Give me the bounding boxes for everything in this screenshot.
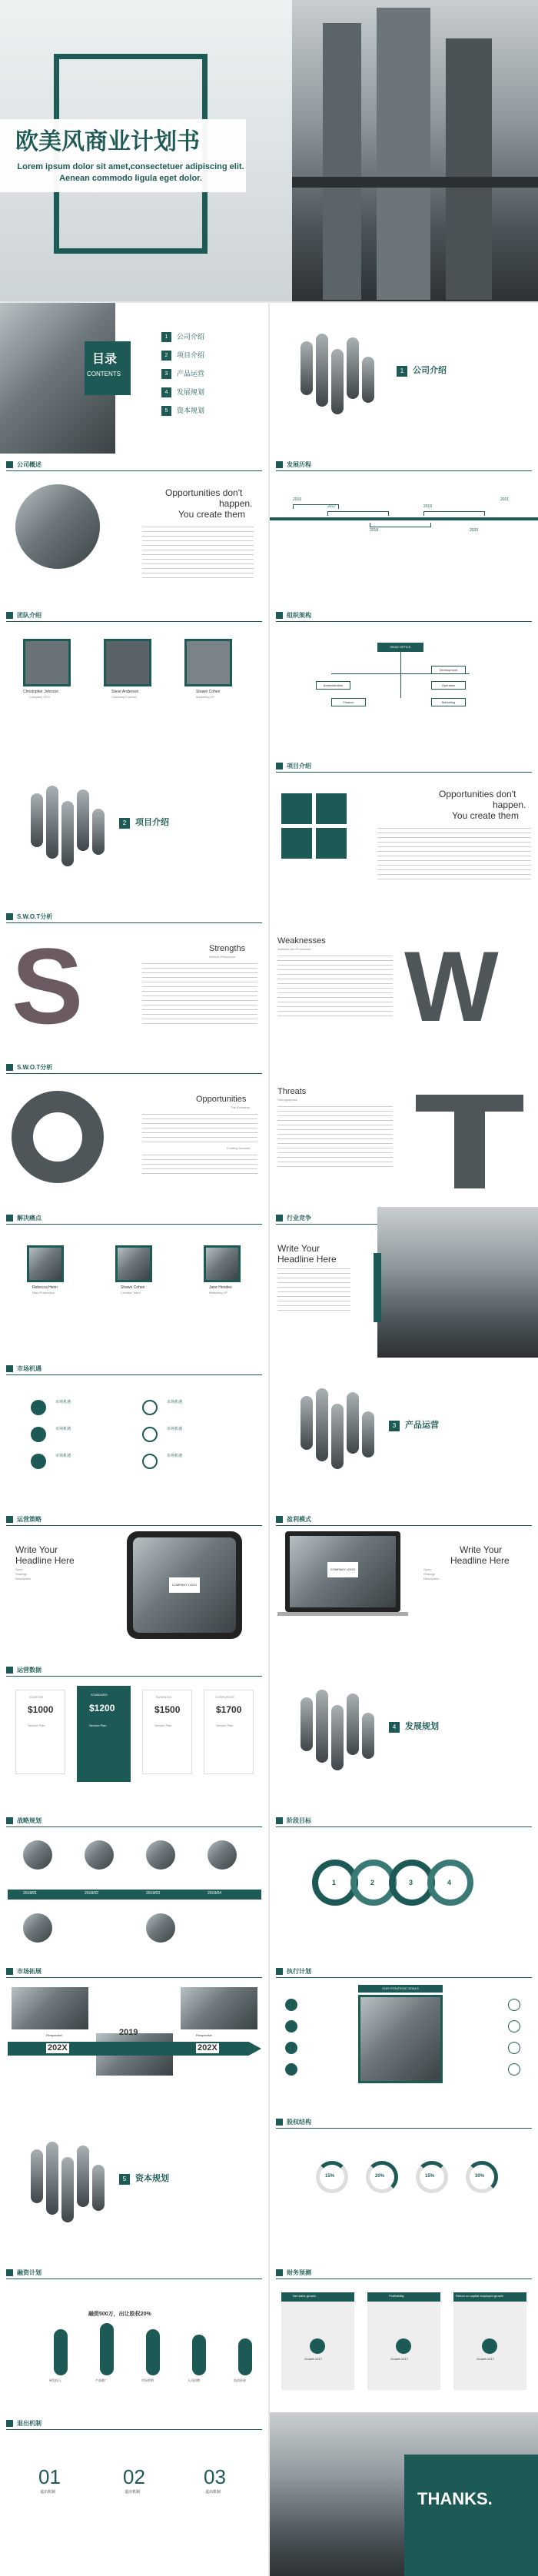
swot-t-slide <box>270 1056 538 1207</box>
profit-slide <box>270 1508 538 1659</box>
slide-header: 运营数据 <box>17 1667 42 1674</box>
plan-feature: Service Plan <box>216 1723 234 1727</box>
project-slide <box>270 755 538 906</box>
year: 202X <box>198 2043 218 2052</box>
col-head: Return on capital employed growth <box>456 2294 503 2298</box>
phone-mockup <box>127 1531 242 1639</box>
step: 2 <box>370 1879 375 1886</box>
section-number: 4 <box>389 1722 400 1733</box>
market-item: 市场机遇 <box>167 1400 183 1404</box>
swot-sub: Funding Sources <box>227 1146 251 1150</box>
plan-price: $1500 <box>154 1704 181 1715</box>
heading: happen. <box>493 799 526 810</box>
toc-num: 2 <box>161 351 171 361</box>
slide-header: S.W.O.T分析 <box>17 913 53 920</box>
market-item: 市场机遇 <box>55 1400 71 1404</box>
label: Strategy <box>15 1572 27 1576</box>
section-label: 产品运营 <box>405 1421 439 1430</box>
heading: Opportunities don't <box>439 789 516 799</box>
thanks-slide <box>270 2412 538 2576</box>
toc-item[interactable]: 资本规划 <box>177 407 205 414</box>
year: 2018/01 <box>23 1891 38 1896</box>
section-slide-1 <box>270 303 538 454</box>
toc-title: 目录 <box>92 353 118 366</box>
heading: 融资500万，出让股权20% <box>88 2312 151 2317</box>
bar-label: 人员招聘 <box>188 2378 200 2382</box>
member-role: Marketing VP <box>196 695 215 699</box>
label: Perspective <box>46 2033 62 2037</box>
diamond-icon <box>281 793 312 824</box>
pain-slide <box>0 1207 268 1358</box>
slide-header: 股权结构 <box>287 2119 311 2126</box>
finance-slide <box>0 2262 268 2412</box>
slide-header: 阶段目标 <box>287 1817 311 1824</box>
swot-title: Opportunities <box>196 1095 247 1104</box>
equity-slide <box>270 2111 538 2262</box>
org-box: HEAD OFFICE <box>377 643 423 652</box>
bar-label: 产品推广 <box>95 2378 108 2382</box>
heading: You create them <box>178 509 245 520</box>
execute-slide <box>270 1960 538 2111</box>
toc-item[interactable]: 产品运营 <box>177 370 205 377</box>
slide-header: 组织架构 <box>287 612 311 619</box>
step: 3 <box>409 1879 413 1886</box>
section-number: 2 <box>119 818 130 829</box>
member-name: Steve Anderson <box>111 690 139 694</box>
member-name: Christopher Johnson <box>23 690 59 694</box>
plan-name: STARTER <box>29 1695 44 1699</box>
slide-header: 行业竞争 <box>287 1215 311 1222</box>
slide-header: 盈利模式 <box>287 1516 311 1523</box>
slide-header: 退出机制 <box>17 2420 42 2427</box>
toc-slide <box>0 303 268 454</box>
item-name: Jane Hendee <box>209 1285 232 1290</box>
label: Strategy <box>423 1572 435 1576</box>
slide-header: 项目介绍 <box>287 763 311 769</box>
heading: Write Your <box>460 1544 503 1555</box>
laptop-mockup <box>285 1531 400 1612</box>
slide-header: S.W.O.T分析 <box>17 1064 53 1071</box>
heading: You create them <box>452 810 519 821</box>
history-slide <box>270 454 538 604</box>
figure: Growth 2017 <box>390 2357 408 2361</box>
slide-header: 团队介绍 <box>17 612 42 619</box>
heading: Headline Here <box>277 1254 337 1265</box>
item-name: Shawn Cohen <box>121 1285 145 1290</box>
compete-slide <box>270 1207 538 1358</box>
slide-header: 战略规划 <box>17 1817 42 1824</box>
swot-title: Strengths <box>209 944 246 953</box>
letter-t <box>416 1095 523 1112</box>
slide-header: 执行计划 <box>287 1968 311 1975</box>
logo: COMPANY LOGO <box>169 1577 200 1593</box>
toc-sub: CONTENTS <box>87 371 121 377</box>
item-name: Rebecca Heim <box>32 1285 58 1290</box>
year: 2016 <box>293 497 302 502</box>
market-slide <box>0 1358 268 1508</box>
plan-feature: Service Plan <box>28 1723 45 1727</box>
step: 1 <box>332 1879 337 1886</box>
label: 退出机制 <box>125 2490 141 2495</box>
label: Description <box>423 1577 440 1581</box>
percent: 20% <box>375 2174 385 2179</box>
toc-item[interactable]: 项目介绍 <box>177 351 205 359</box>
col-head: Profitability <box>389 2294 404 2298</box>
number: 03 <box>204 2465 226 2488</box>
step: 4 <box>447 1879 452 1886</box>
plan-feature: Service Plan <box>154 1723 172 1727</box>
cover-title: 欧美风商业计划书 <box>15 129 200 155</box>
goals-banner: OUR STRATEGIC GOALS <box>358 1985 443 1993</box>
toc-num: 4 <box>161 387 171 397</box>
avatar <box>23 639 71 686</box>
cover-subtitle: Lorem ipsum dolor sit amet,consectetuer adipiscing elit. Aenean commodo ligula eget dolor. <box>17 162 244 183</box>
label: Open <box>15 1567 23 1571</box>
swot-title: Threats <box>277 1087 307 1096</box>
percent: 15% <box>325 2174 335 2179</box>
section-slide-4 <box>270 1659 538 1810</box>
member-role: Company CEO <box>29 695 50 699</box>
number: 02 <box>123 2465 145 2488</box>
section-label: 项目介绍 <box>135 818 169 827</box>
slide-header: 市场机遇 <box>17 1365 42 1372</box>
plan-price: $1000 <box>28 1704 54 1715</box>
toc-item[interactable]: 发展规划 <box>177 388 205 396</box>
org-box: Development <box>431 666 466 674</box>
slide-header: 融资计划 <box>17 2269 42 2276</box>
market-item: 市场机遇 <box>167 1454 183 1458</box>
city-photo <box>292 0 538 301</box>
year: 2021 <box>500 497 510 502</box>
swot-title: Weaknesses <box>277 936 326 946</box>
year: 2019 <box>119 2028 138 2037</box>
avatar <box>184 639 232 686</box>
strategy-slide <box>0 1810 268 1960</box>
year: 2018 <box>370 528 379 533</box>
heading: Headline Here <box>15 1555 75 1566</box>
year: 202X <box>48 2043 68 2052</box>
org-slide <box>270 604 538 755</box>
swot-sub: The Economy <box>231 1105 250 1109</box>
bar-label: 市场营销 <box>141 2378 154 2382</box>
org-box: Operation <box>431 681 466 690</box>
letter-o <box>12 1091 104 1183</box>
toc-num: 1 <box>161 332 171 342</box>
toc-num: 3 <box>161 369 171 379</box>
ops-slide <box>0 1508 268 1659</box>
slide-header: 发展历程 <box>287 461 311 468</box>
section-label: 资本规划 <box>135 2174 169 2183</box>
section-number: 1 <box>397 366 407 377</box>
year: 2019/03 <box>146 1891 161 1896</box>
plan-price: $1200 <box>89 1703 115 1713</box>
swot-o-slide <box>0 1056 268 1207</box>
piggy-bank-icon <box>281 828 312 859</box>
section-number: 5 <box>119 2174 130 2185</box>
plan-name: CORPORATE <box>215 1695 235 1699</box>
year: 2019/04 <box>208 1891 222 1896</box>
team-slide <box>0 604 268 755</box>
thanks-text: THANKS. <box>417 2489 493 2508</box>
col-head: Net sales growth <box>293 2294 316 2298</box>
letter-w: W <box>404 930 499 1042</box>
section-slide-3 <box>270 1358 538 1508</box>
heading: happen. <box>219 498 253 509</box>
swot-s-slide <box>0 906 268 1056</box>
item-role: Marketing VP <box>209 1291 228 1295</box>
percent: 15% <box>425 2174 435 2179</box>
bar-label: 研发投入 <box>49 2378 61 2382</box>
section-label: 公司介绍 <box>413 366 447 375</box>
org-box: Finance <box>331 698 366 706</box>
plan-price: $1700 <box>216 1704 242 1715</box>
overview-slide <box>0 454 268 604</box>
label: Perspective <box>196 2033 212 2037</box>
slide-header: 运营策略 <box>17 1516 42 1523</box>
lightning-icon <box>316 828 347 859</box>
section-label: 发展规划 <box>405 1722 439 1731</box>
year: 2020 <box>470 528 479 533</box>
swot-sub: Demographics <box>277 1098 297 1102</box>
market-item: 市场机遇 <box>55 1427 71 1431</box>
expand-slide <box>0 1960 268 2111</box>
org-box: Marketing <box>431 698 466 706</box>
phase-slide <box>270 1810 538 1960</box>
label: Open <box>423 1567 431 1571</box>
figure: Growth 2017 <box>304 2357 322 2361</box>
heading: Write Your <box>277 1243 320 1254</box>
member-name: Shawn Cohen <box>196 690 221 694</box>
heading: Headline Here <box>450 1555 510 1566</box>
wallet-icon <box>316 793 347 824</box>
label: 退出机制 <box>40 2490 56 2495</box>
toc-num: 5 <box>161 406 171 416</box>
forecast-slide <box>270 2262 538 2412</box>
swot-sub: Intrinsic Resources <box>209 955 236 959</box>
swot-sub: Activities and Processes <box>277 947 311 951</box>
section-slide-2 <box>0 755 268 906</box>
slide-header: 财务预测 <box>287 2269 311 2276</box>
item-role: Creative Team <box>121 1291 141 1295</box>
cover-slide <box>0 0 538 301</box>
logo: COMPANY LOGO <box>327 1562 358 1577</box>
toc-item[interactable]: 公司介绍 <box>177 333 205 341</box>
plan-name: BUSINESS <box>156 1695 172 1699</box>
percent: 30% <box>475 2174 485 2179</box>
item-role: Main Production <box>32 1291 55 1295</box>
year: 2018/02 <box>85 1891 99 1896</box>
building-photo <box>15 484 100 569</box>
org-box: Administration <box>316 681 350 690</box>
avatar <box>104 639 151 686</box>
number: 01 <box>38 2465 61 2488</box>
figure: Growth 2017 <box>477 2357 494 2361</box>
plan-feature: Service Plan <box>89 1723 107 1727</box>
market-item: 市场机遇 <box>55 1454 71 1458</box>
heading: Write Your <box>15 1544 58 1555</box>
label: Description <box>15 1577 32 1581</box>
exit-slide <box>0 2412 268 2576</box>
market-item: 市场机遇 <box>167 1427 183 1431</box>
opsdata-slide <box>0 1659 268 1810</box>
letter-s: S <box>12 926 84 1046</box>
bar-label: 流动资金 <box>234 2378 246 2382</box>
slide-header: 解决痛点 <box>17 1215 42 1222</box>
year: 2019 <box>423 504 433 509</box>
section-number: 3 <box>389 1421 400 1431</box>
label: 退出机制 <box>205 2490 221 2495</box>
member-role: Company Founder <box>111 695 138 699</box>
year: 2017 <box>327 504 337 509</box>
heading: Opportunities don't <box>165 487 243 498</box>
section-slide-5 <box>0 2111 268 2262</box>
swot-w-slide <box>270 906 538 1056</box>
slide-header: 公司概述 <box>17 461 42 468</box>
plan-name: STANDARD <box>91 1693 108 1697</box>
slide-header: 市场拓展 <box>17 1968 42 1975</box>
